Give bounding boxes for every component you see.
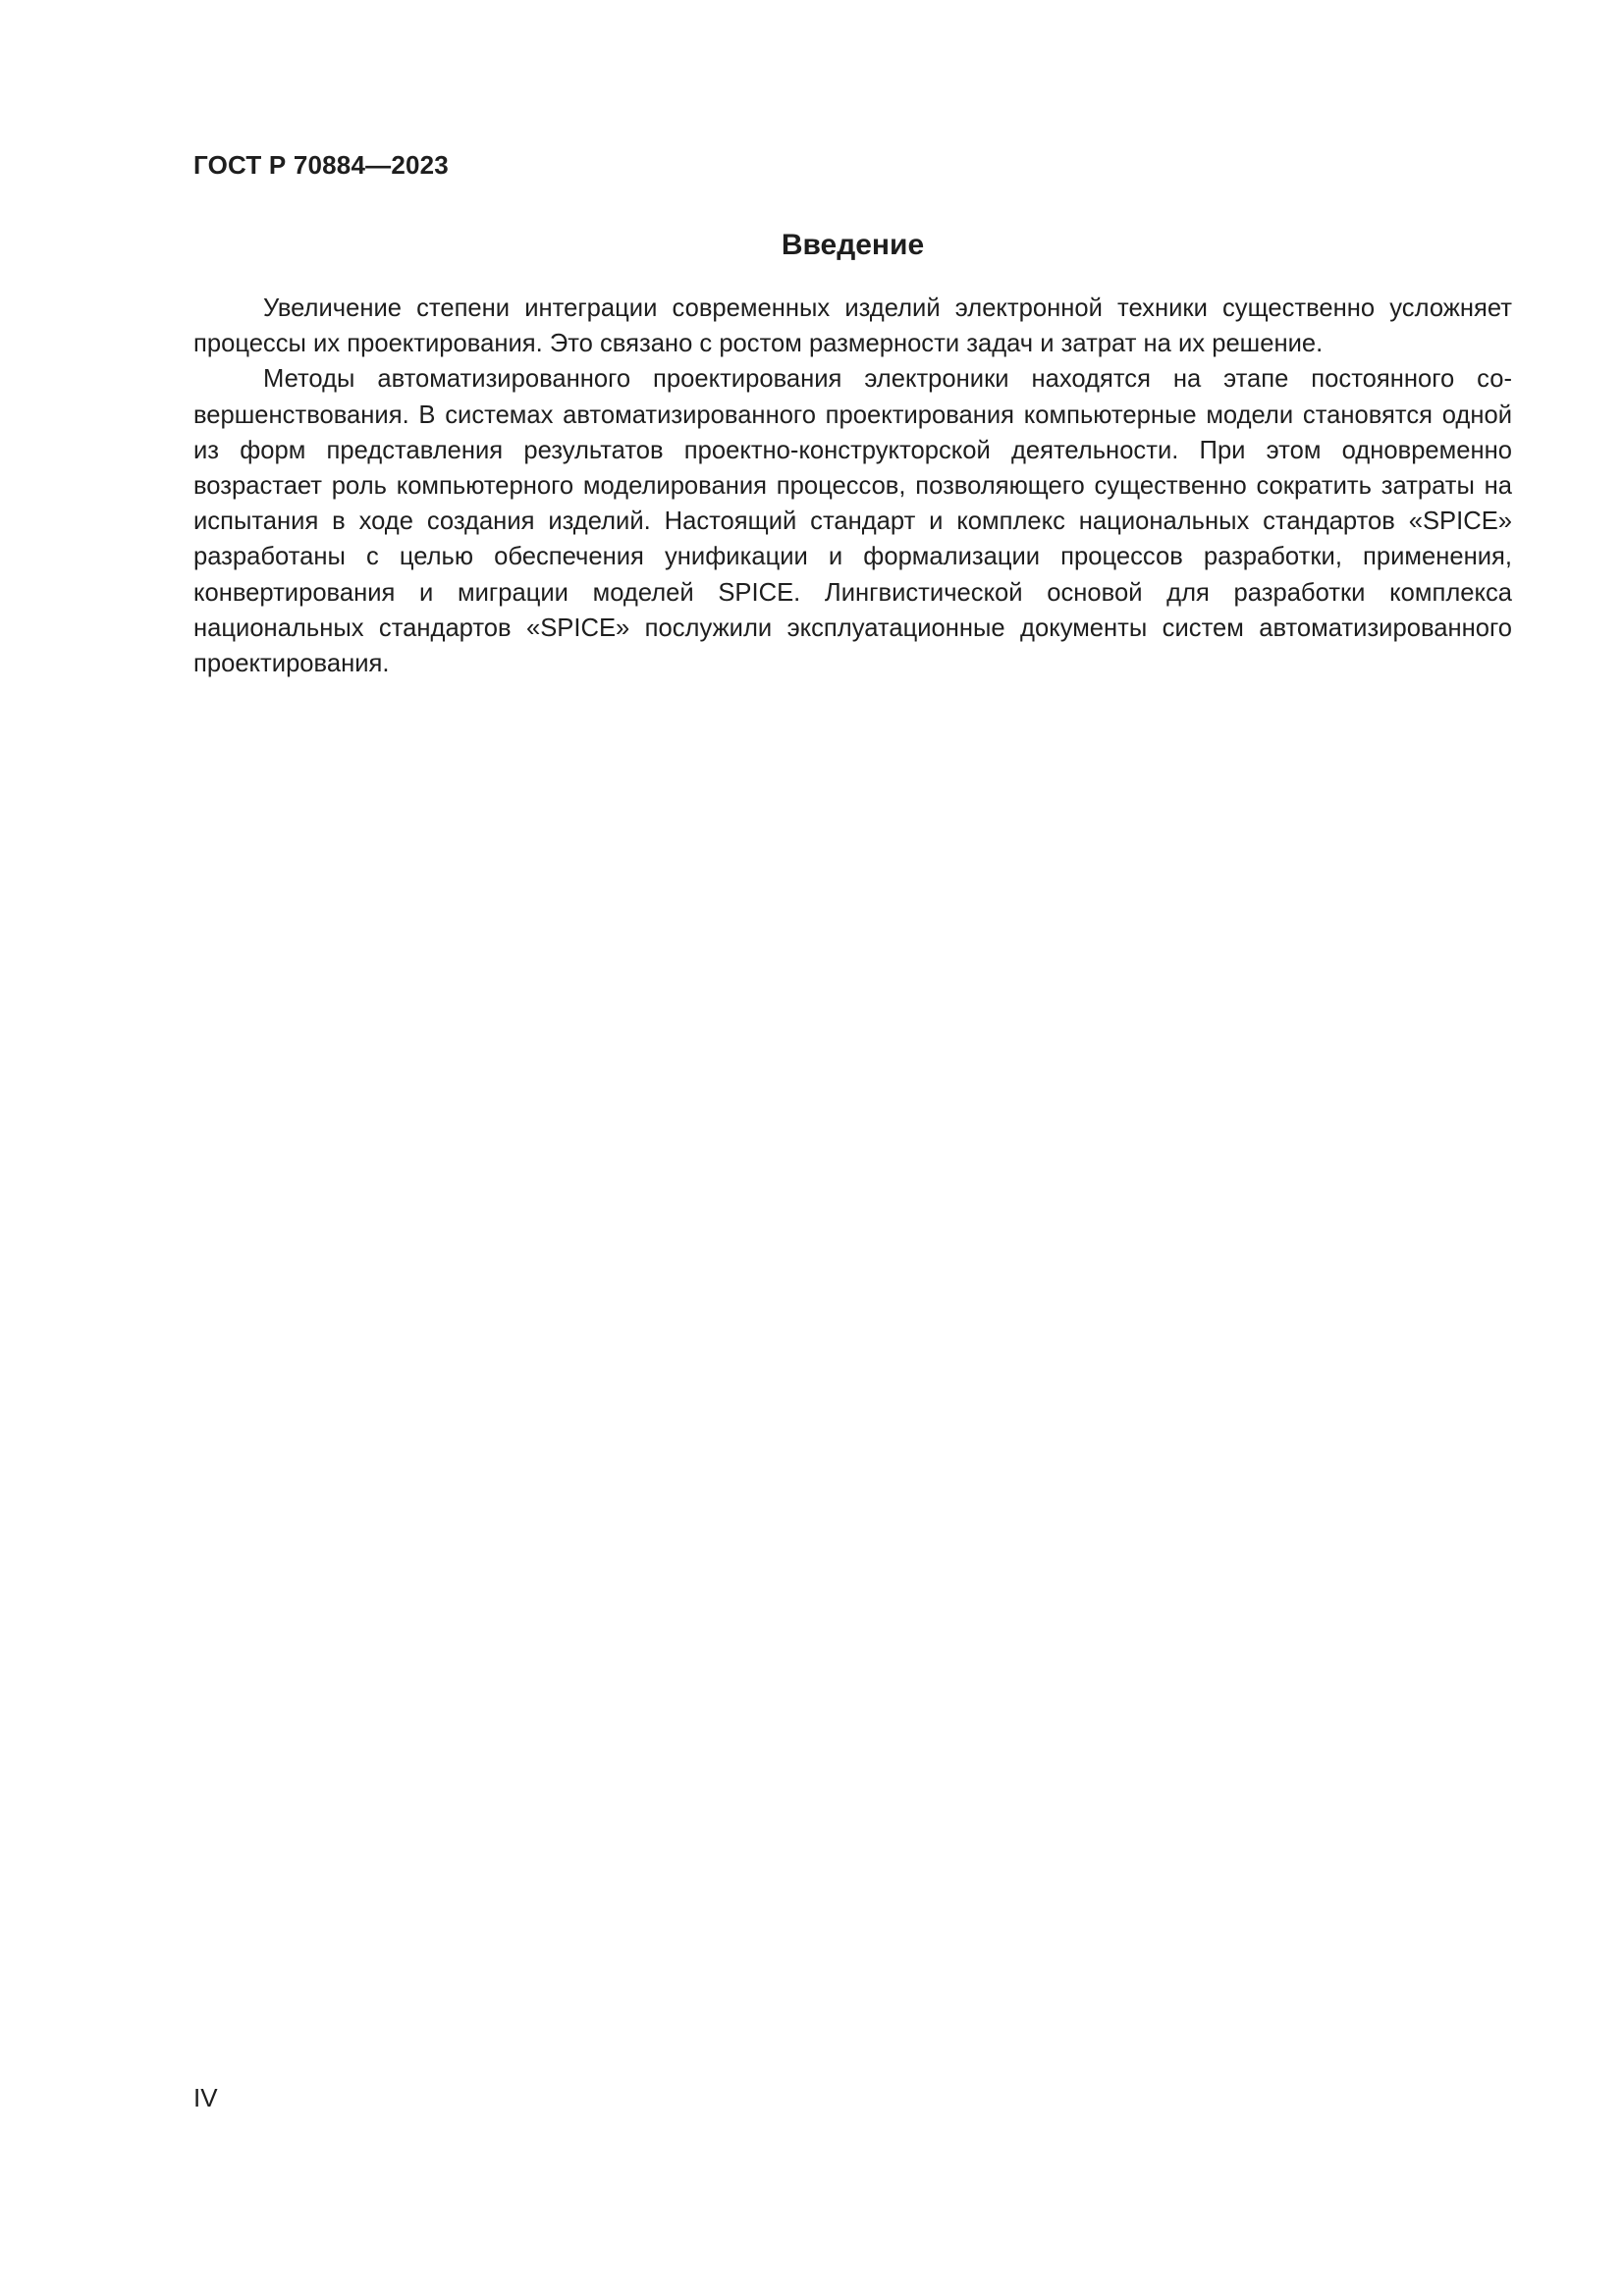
- section-title: Введение: [781, 229, 925, 261]
- page-number: IV: [193, 2083, 218, 2112]
- paragraph-2: Методы автоматизированного проектирования электроники находятся на этапе постоянного совершенствования. В системах автоматизированного проектирования компьютерные модели становятся одной из форм представления результатов проектно-конструкторской деятельности. При этом одновременно возрастает роль компьютерного моделирования процессов, позволяющего существенно сократить затраты на испытания в ходе создания изделий. Настоящий стандарт и комплекс национальных стандартов «SPICE» разработаны с целью обеспечения унификации и формализации процессов разработки, применения, конвертирования и миграции моделей SPICE. Лингвистической основой для разработки комплекса национальных стандартов «SPICE» послужили эксплуатационные документы систем автоматизированного проектирования.: [193, 365, 1512, 678]
- introduction-body: [193, 291, 1512, 681]
- paragraph-1: Увеличение степени интеграции современных изделий электронной техники существенно усложняет процессы их проектирования. Это связано с ростом размерности задач и затрат на их решение.: [193, 294, 1512, 358]
- document-code-header: ГОСТ Р 70884—2023: [193, 150, 449, 180]
